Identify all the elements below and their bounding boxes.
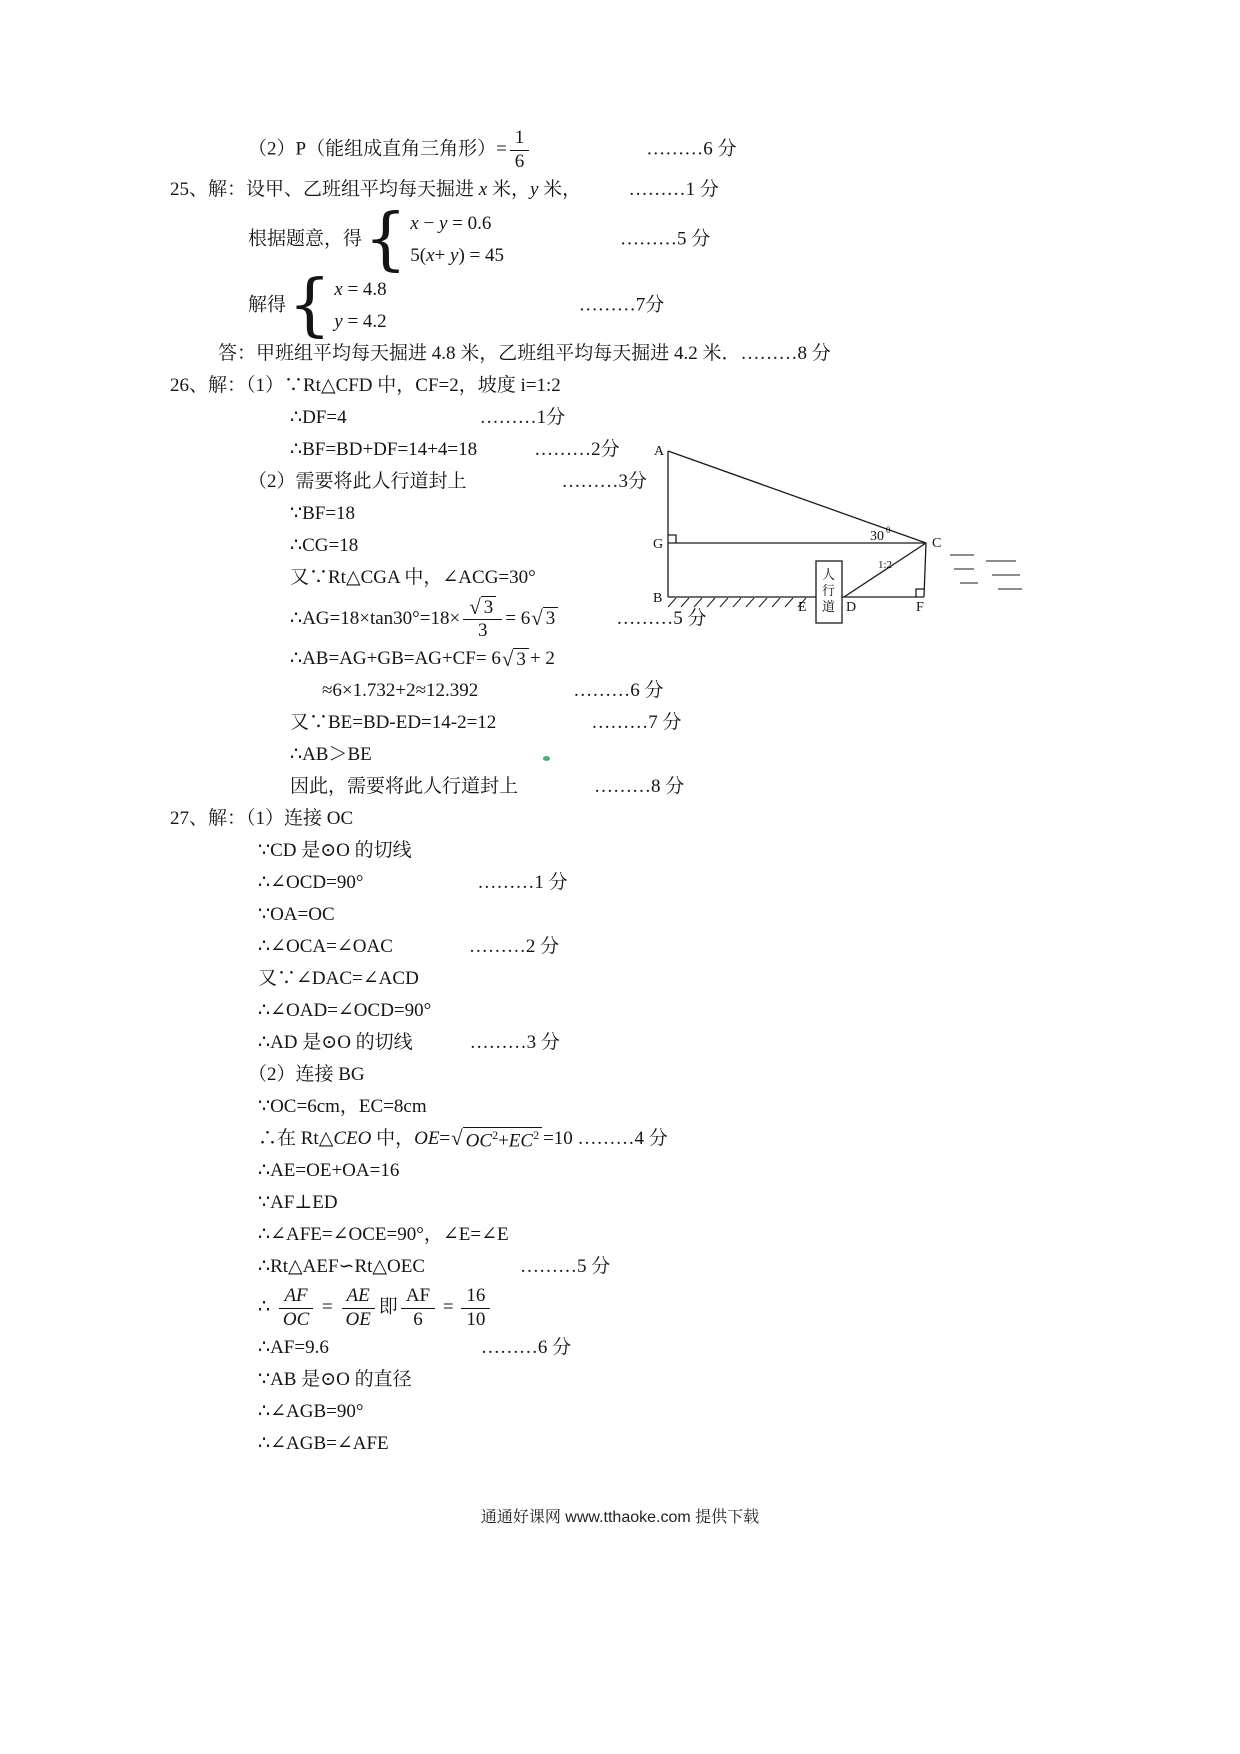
text-segment: ∵OC=6cm，EC=8cm bbox=[258, 1096, 427, 1118]
math-variable: OE bbox=[414, 1128, 440, 1150]
solution-line bbox=[0, 1188, 1240, 1220]
math-variable: EC bbox=[508, 1130, 534, 1152]
text-segment: ………5 分 bbox=[559, 607, 707, 629]
text-segment: （2）P（能组成直角三角形）= bbox=[248, 138, 507, 160]
point-label-f: F bbox=[916, 600, 924, 615]
fraction-denominator bbox=[473, 620, 493, 643]
fraction-denominator bbox=[408, 1309, 428, 1332]
text-segment: + bbox=[498, 1130, 509, 1152]
solution-line bbox=[0, 740, 1240, 772]
page-footer: 通通好课网 www.tthaoke.com 提供下载 bbox=[480, 1509, 760, 1526]
point-label-c: C bbox=[932, 536, 942, 551]
text-segment: 25、解：设甲、乙班组平均每天掘进 bbox=[170, 178, 479, 200]
math-variable: y bbox=[450, 244, 459, 266]
text-segment: ………7分 bbox=[388, 293, 665, 315]
fraction-numerator bbox=[461, 1285, 490, 1309]
text-segment: ………6 分 bbox=[532, 138, 737, 160]
text-segment: 解得 bbox=[248, 293, 287, 315]
walkway-char-1: 人 bbox=[822, 567, 836, 582]
square-root bbox=[469, 596, 496, 620]
text-segment: ∴∠AFE=∠OCE=90°，∠E=∠E bbox=[258, 1224, 509, 1246]
math-variable: x bbox=[478, 178, 488, 200]
text-segment: 3 bbox=[516, 648, 526, 670]
solution-line bbox=[0, 1060, 1240, 1092]
point-label-e: E bbox=[798, 600, 807, 615]
square-root bbox=[502, 648, 529, 672]
water-waves bbox=[950, 555, 1022, 589]
solution-line bbox=[0, 772, 1240, 804]
solution-line bbox=[0, 595, 1240, 645]
math-variable: x bbox=[410, 212, 419, 234]
text-segment: = bbox=[439, 1128, 451, 1150]
system-rows bbox=[410, 211, 504, 269]
point-label-d: D bbox=[846, 600, 857, 615]
math-variable: OC bbox=[282, 1308, 310, 1330]
text-segment: 3 bbox=[545, 608, 556, 630]
text-segment: ∴∠AGB=∠AFE bbox=[258, 1432, 389, 1454]
text-segment: 米， ………1 分 bbox=[538, 178, 719, 200]
solution-line bbox=[0, 996, 1240, 1028]
radical-sign: √ bbox=[501, 646, 514, 671]
geometry-diagram bbox=[650, 437, 1042, 633]
radical-sign: √ bbox=[451, 1125, 463, 1150]
text-segment: 因此，需要将此人行道封上 ………8 分 bbox=[290, 776, 685, 798]
radicand bbox=[463, 1127, 542, 1153]
diagram-labels bbox=[653, 444, 941, 615]
radicand bbox=[543, 607, 559, 631]
text-segment: ∴AF=9.6 ………6 分 bbox=[258, 1336, 572, 1358]
fraction-numerator bbox=[463, 596, 502, 621]
solution-line bbox=[0, 1429, 1240, 1461]
text-segment: 26、解：（1）∵Rt△CFD 中，CF=2，坡度 i=1:2 bbox=[170, 374, 561, 396]
text-segment: 3 bbox=[483, 596, 494, 618]
fraction-denominator bbox=[340, 1309, 375, 1332]
fraction-numerator bbox=[510, 127, 530, 151]
solution-line bbox=[0, 868, 1240, 900]
text-segment: 答：甲班组平均每天掘进 4.8 米，乙班组平均每天掘进 4.2 米．………8 分 bbox=[218, 342, 831, 364]
left-brace: { bbox=[364, 199, 408, 279]
text-segment: AF bbox=[405, 1285, 431, 1307]
text-segment: ∵AF⊥ED bbox=[258, 1192, 338, 1214]
text-segment: ∴∠OAD=∠OCD=90° bbox=[258, 1000, 432, 1022]
solution-line bbox=[0, 1092, 1240, 1124]
solution-line bbox=[0, 1124, 1240, 1156]
solution-line bbox=[0, 175, 1240, 207]
text-segment: = 4.8 bbox=[342, 278, 387, 300]
text-segment: ∵CD 是⊙O 的切线 bbox=[258, 840, 412, 862]
square-root bbox=[451, 1127, 542, 1153]
text-segment: ∴∠OCD=90° ………1 分 bbox=[258, 872, 568, 894]
solution-line bbox=[0, 804, 1240, 836]
solution-line bbox=[0, 964, 1240, 996]
text-segment: 根据题意，得 bbox=[248, 227, 363, 249]
superscript: 2 bbox=[492, 1127, 499, 1142]
text-segment: ∵AB 是⊙O 的直径 bbox=[258, 1368, 412, 1390]
angle-superscript: 0 bbox=[886, 525, 891, 535]
system-row bbox=[410, 243, 504, 269]
solution-line bbox=[0, 265, 1240, 345]
solution-line bbox=[0, 467, 1240, 499]
text-segment: 又∵∠DAC=∠ACD bbox=[258, 968, 419, 990]
angle-label: 30 bbox=[870, 529, 884, 544]
math-variable: OE bbox=[345, 1308, 371, 1330]
fraction bbox=[278, 1285, 314, 1332]
math-variable: x bbox=[426, 244, 435, 266]
text-segment: − bbox=[418, 212, 439, 234]
fraction-denominator bbox=[278, 1309, 314, 1332]
fraction bbox=[463, 596, 502, 644]
text-segment: = 0.6 bbox=[447, 212, 492, 234]
solution-line bbox=[0, 435, 1240, 467]
system-row bbox=[334, 277, 386, 303]
text-segment: ∴Rt△AEF∽Rt△OEC ………5 分 bbox=[258, 1256, 611, 1278]
math-variable: y bbox=[334, 310, 343, 332]
fraction bbox=[510, 127, 530, 174]
right-angle-mark-F bbox=[916, 589, 924, 597]
fraction-numerator bbox=[401, 1285, 435, 1309]
text-segment: 16 bbox=[466, 1285, 486, 1307]
text-segment: 1 bbox=[514, 127, 525, 148]
solution-text bbox=[0, 126, 1240, 1461]
solution-line bbox=[0, 1397, 1240, 1429]
segment-CF bbox=[924, 543, 926, 597]
text-segment: = 6 bbox=[505, 607, 531, 629]
text-segment: ∴AB=AG+GB=AG+CF= 6 bbox=[290, 648, 501, 670]
text-segment: 中， bbox=[371, 1128, 415, 1150]
solution-line bbox=[0, 403, 1240, 435]
radical-sign: √ bbox=[531, 606, 543, 631]
solution-line bbox=[0, 531, 1240, 563]
radicand bbox=[513, 648, 529, 672]
right-angle-mark-G bbox=[668, 535, 676, 543]
solution-line bbox=[0, 1365, 1240, 1397]
text-segment: 6 bbox=[413, 1308, 423, 1330]
text-segment: ∵OA=OC bbox=[258, 904, 335, 926]
math-variable: y bbox=[529, 178, 539, 200]
text-segment: ∴AB＞BE bbox=[290, 744, 372, 766]
solution-line bbox=[0, 676, 1240, 708]
point-label-g: G bbox=[653, 537, 664, 552]
system-rows bbox=[334, 277, 386, 335]
solution-line bbox=[0, 644, 1240, 676]
diagram-lines bbox=[668, 451, 1022, 623]
point-label-a: A bbox=[654, 444, 665, 459]
text-segment: ∴ bbox=[258, 1296, 275, 1318]
text-segment: ∴∠AGB=90° bbox=[258, 1400, 364, 1422]
solution-line bbox=[0, 1333, 1240, 1365]
radicand bbox=[481, 596, 497, 620]
fraction-numerator bbox=[279, 1285, 312, 1309]
solution-line bbox=[0, 900, 1240, 932]
math-variable: y bbox=[438, 212, 448, 234]
text-segment: 10 bbox=[466, 1308, 486, 1330]
slope-label: 1:2 bbox=[878, 559, 893, 571]
solution-line bbox=[0, 126, 1240, 175]
solution-line bbox=[0, 371, 1240, 403]
equation-system bbox=[364, 199, 504, 279]
solution-line bbox=[0, 563, 1240, 595]
solution-line bbox=[0, 199, 1240, 279]
walkway-char-2: 行 bbox=[822, 583, 836, 598]
math-variable: AF bbox=[284, 1285, 308, 1307]
text-segment: ≈6×1.732+2≈12.392 ………6 分 bbox=[322, 680, 664, 702]
square-root bbox=[531, 607, 558, 631]
solution-line bbox=[0, 1028, 1240, 1060]
text-segment: =10 ………4 分 bbox=[543, 1128, 668, 1150]
system-row bbox=[410, 211, 504, 237]
text-segment: ∴∠OCA=∠OAC ………2 分 bbox=[258, 936, 560, 958]
fraction bbox=[340, 1285, 375, 1332]
solution-line bbox=[0, 1284, 1240, 1333]
text-segment: = bbox=[438, 1296, 459, 1318]
stray-ink-mark bbox=[543, 756, 550, 761]
text-segment: 又∵Rt△CGA 中，∠ACG=30° bbox=[290, 566, 536, 588]
text-segment: ∴DF=4 ………1分 bbox=[290, 406, 566, 428]
solution-line bbox=[0, 1252, 1240, 1284]
text-segment: （2）连接 BG bbox=[248, 1064, 365, 1086]
math-variable: AE bbox=[346, 1285, 370, 1307]
solution-line bbox=[0, 708, 1240, 740]
text-segment: 6 bbox=[514, 150, 525, 172]
solution-line bbox=[0, 1156, 1240, 1188]
text-segment: 米， bbox=[487, 178, 530, 200]
text-segment: = 4.2 bbox=[342, 310, 387, 332]
text-segment: ∴BF=BD+DF=14+4=18 ………2分 bbox=[290, 438, 620, 460]
math-variable: OC bbox=[465, 1130, 493, 1152]
text-segment: ∴AG=18×tan30°=18× bbox=[290, 607, 461, 629]
walkway-char-3: 道 bbox=[822, 599, 836, 614]
solution-line bbox=[0, 499, 1240, 531]
fraction bbox=[401, 1285, 435, 1332]
fraction bbox=[461, 1285, 490, 1332]
system-row bbox=[334, 309, 386, 335]
text-segment: ∴AE=OE+OA=16 bbox=[258, 1160, 400, 1182]
text-segment: ∴CG=18 bbox=[290, 534, 359, 556]
solution-line bbox=[0, 1220, 1240, 1252]
text-segment: ………5 分 bbox=[506, 227, 711, 249]
text-segment: + 2 bbox=[529, 648, 555, 670]
text-segment: + bbox=[434, 244, 451, 266]
text-segment: ) = 45 bbox=[458, 244, 504, 266]
fraction-denominator bbox=[510, 151, 530, 174]
equation-system bbox=[288, 265, 387, 345]
solution-line bbox=[0, 836, 1240, 868]
text-segment: 即 bbox=[378, 1296, 398, 1318]
solution-line bbox=[0, 339, 1240, 371]
superscript: 2 bbox=[533, 1127, 540, 1142]
text-segment: = bbox=[317, 1296, 338, 1318]
text-segment: ∵BF=18 bbox=[290, 502, 356, 524]
text-segment: 又∵BE=BD-ED=14-2=12 ………7 分 bbox=[290, 712, 682, 734]
text-segment: ∴在 Rt△ bbox=[258, 1128, 334, 1150]
left-brace: { bbox=[288, 265, 332, 345]
text-segment: （2）需要将此人行道封上 ………3分 bbox=[248, 470, 648, 492]
fraction-denominator bbox=[461, 1309, 490, 1332]
point-label-b: B bbox=[653, 591, 663, 606]
solution-line bbox=[0, 932, 1240, 964]
radical-sign: √ bbox=[469, 594, 481, 619]
text-segment: 5( bbox=[410, 244, 427, 266]
ground-hatching bbox=[668, 598, 806, 607]
text-segment: 3 bbox=[477, 620, 488, 642]
text-segment: 27、解：（1）连接 OC bbox=[170, 808, 354, 830]
math-variable: CEO bbox=[333, 1128, 372, 1150]
math-variable: x bbox=[334, 278, 343, 300]
fraction-numerator bbox=[342, 1285, 375, 1309]
text-segment: ∴AD 是⊙O 的切线 ………3 分 bbox=[258, 1032, 560, 1054]
